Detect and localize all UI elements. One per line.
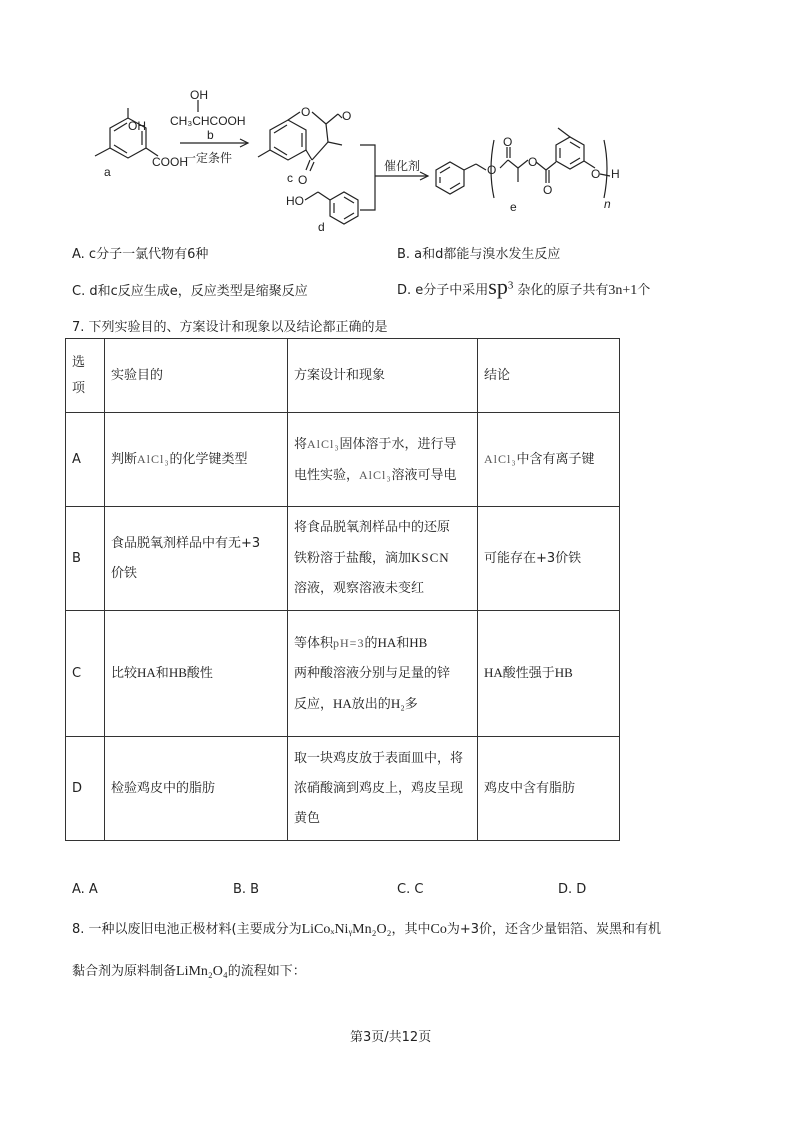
q6-option-d <box>397 274 650 300</box>
e-o3-label: O <box>503 135 513 149</box>
e-o5-label: O <box>591 167 601 181</box>
e-n-label: n <box>604 197 611 211</box>
q7-answer-d: D. D <box>558 882 587 897</box>
catalyst-label: 催化剂 <box>384 159 421 173</box>
header-option: 选 项 <box>66 339 105 413</box>
compound-a-structure <box>95 108 158 158</box>
c-o1-label: O <box>301 105 311 119</box>
compound-b-label: b <box>207 128 214 142</box>
e-o2-label: O <box>528 155 538 169</box>
header-conclusion: 结论 <box>478 339 620 413</box>
row-c-purpose: 比较HA和HB酸性 <box>105 611 288 737</box>
q6-option-b: B. a和d都能与溴水发生反应 <box>397 247 561 262</box>
b-formula-label: CH₃CHCOOH <box>170 114 246 128</box>
row-c-option: C <box>66 611 105 737</box>
table-row <box>66 413 620 507</box>
reaction-scheme <box>0 0 793 240</box>
q6-d-mid: 杂化的原子共有 <box>517 283 609 298</box>
e-h-label: H <box>611 167 620 181</box>
q6-d-pre: D. e分子中采用 <box>397 283 489 298</box>
table-row <box>66 611 620 737</box>
row-a-purpose: 判断AlCl₃的化学键类型 <box>105 413 288 507</box>
row-c-design: 等体积pH=3的HA和HB 两种酸溶液分别与足量的锌 反应，HA放出的H₂多 <box>288 611 478 737</box>
row-d-option: D <box>66 737 105 841</box>
q7-answer-c: C. C <box>397 882 424 897</box>
row-d-design: 取一块鸡皮放于表面皿中，将 浓硝酸滴到鸡皮上，鸡皮呈现 黄色 <box>288 737 478 841</box>
header-design: 方案设计和现象 <box>288 339 478 413</box>
a-oh-label: OH <box>128 119 146 133</box>
row-d-purpose: 检验鸡皮中的脂肪 <box>105 737 288 841</box>
q6-option-c: C. d和c反应生成e，反应类型是缩聚反应 <box>72 284 308 299</box>
q7-answer-a: A. A <box>72 882 98 897</box>
page-footer: 第3页/共12页 <box>350 1030 432 1045</box>
row-a-conclusion: AlCl₃中含有离子键 <box>478 413 620 507</box>
reactant-bracket <box>360 145 375 210</box>
table-row <box>66 737 620 841</box>
c-o2-label: O <box>342 109 352 123</box>
q7-stem: 7. 下列实验目的、方案设计和现象以及结论都正确的是 <box>72 320 388 335</box>
table-row <box>66 507 620 611</box>
row-b-option: B <box>66 507 105 611</box>
e-o4-label: O <box>543 183 553 197</box>
header-purpose: 实验目的 <box>105 339 288 413</box>
q6-option-a: A. c分子一氯代物有6种 <box>72 247 209 262</box>
d-ho-label: HO <box>286 194 304 208</box>
compound-c-label: c <box>287 171 293 185</box>
compound-d-label: d <box>318 220 325 234</box>
compound-d-structure <box>305 192 358 224</box>
q6-d-sup: 3 <box>507 279 514 292</box>
compound-e-structure <box>436 128 610 198</box>
q6-d-expr: 3n+1 <box>608 283 638 298</box>
c-o3-label: O <box>298 173 308 187</box>
compound-e-label: e <box>510 200 517 214</box>
condition-label: 一定条件 <box>184 151 233 165</box>
q8-line-2: 黏合剂为原料制备LiMn₂O₄的流程如下： <box>72 964 306 979</box>
q6-d-post: 个 <box>637 283 651 298</box>
row-b-design: 将食品脱氧剂样品中的还原 铁粉溶于盐酸，滴加KSCN 溶液，观察溶液未变红 <box>288 507 478 611</box>
row-b-purpose: 食品脱氧剂样品中有无+3 价铁 <box>105 507 288 611</box>
row-a-design: 将AlCl₃固体溶于水，进行导 电性实验，AlCl₃溶液可导电 <box>288 413 478 507</box>
q8-line-1: 8. 一种以废旧电池正极材料(主要成分为LiCoₓNiᵧMn₂O₂，其中Co为+3价，还含少量铝箔、炭黑和有机 <box>72 922 662 937</box>
q6-d-sp: sp <box>488 274 508 299</box>
row-c-conclusion: HA酸性强于HB <box>478 611 620 737</box>
b-oh-label: OH <box>190 88 208 102</box>
row-b-conclusion: 可能存在+3价铁 <box>478 507 620 611</box>
e-o1-label: O <box>487 163 497 177</box>
table-header-row <box>66 339 620 413</box>
a-cooh-label: COOH <box>152 155 188 169</box>
q7-table <box>65 338 620 841</box>
row-a-option: A <box>66 413 105 507</box>
row-d-conclusion: 鸡皮中含有脂肪 <box>478 737 620 841</box>
compound-c-structure <box>258 112 342 171</box>
compound-a-label: a <box>104 165 111 179</box>
q7-answer-b: B. B <box>233 882 260 897</box>
